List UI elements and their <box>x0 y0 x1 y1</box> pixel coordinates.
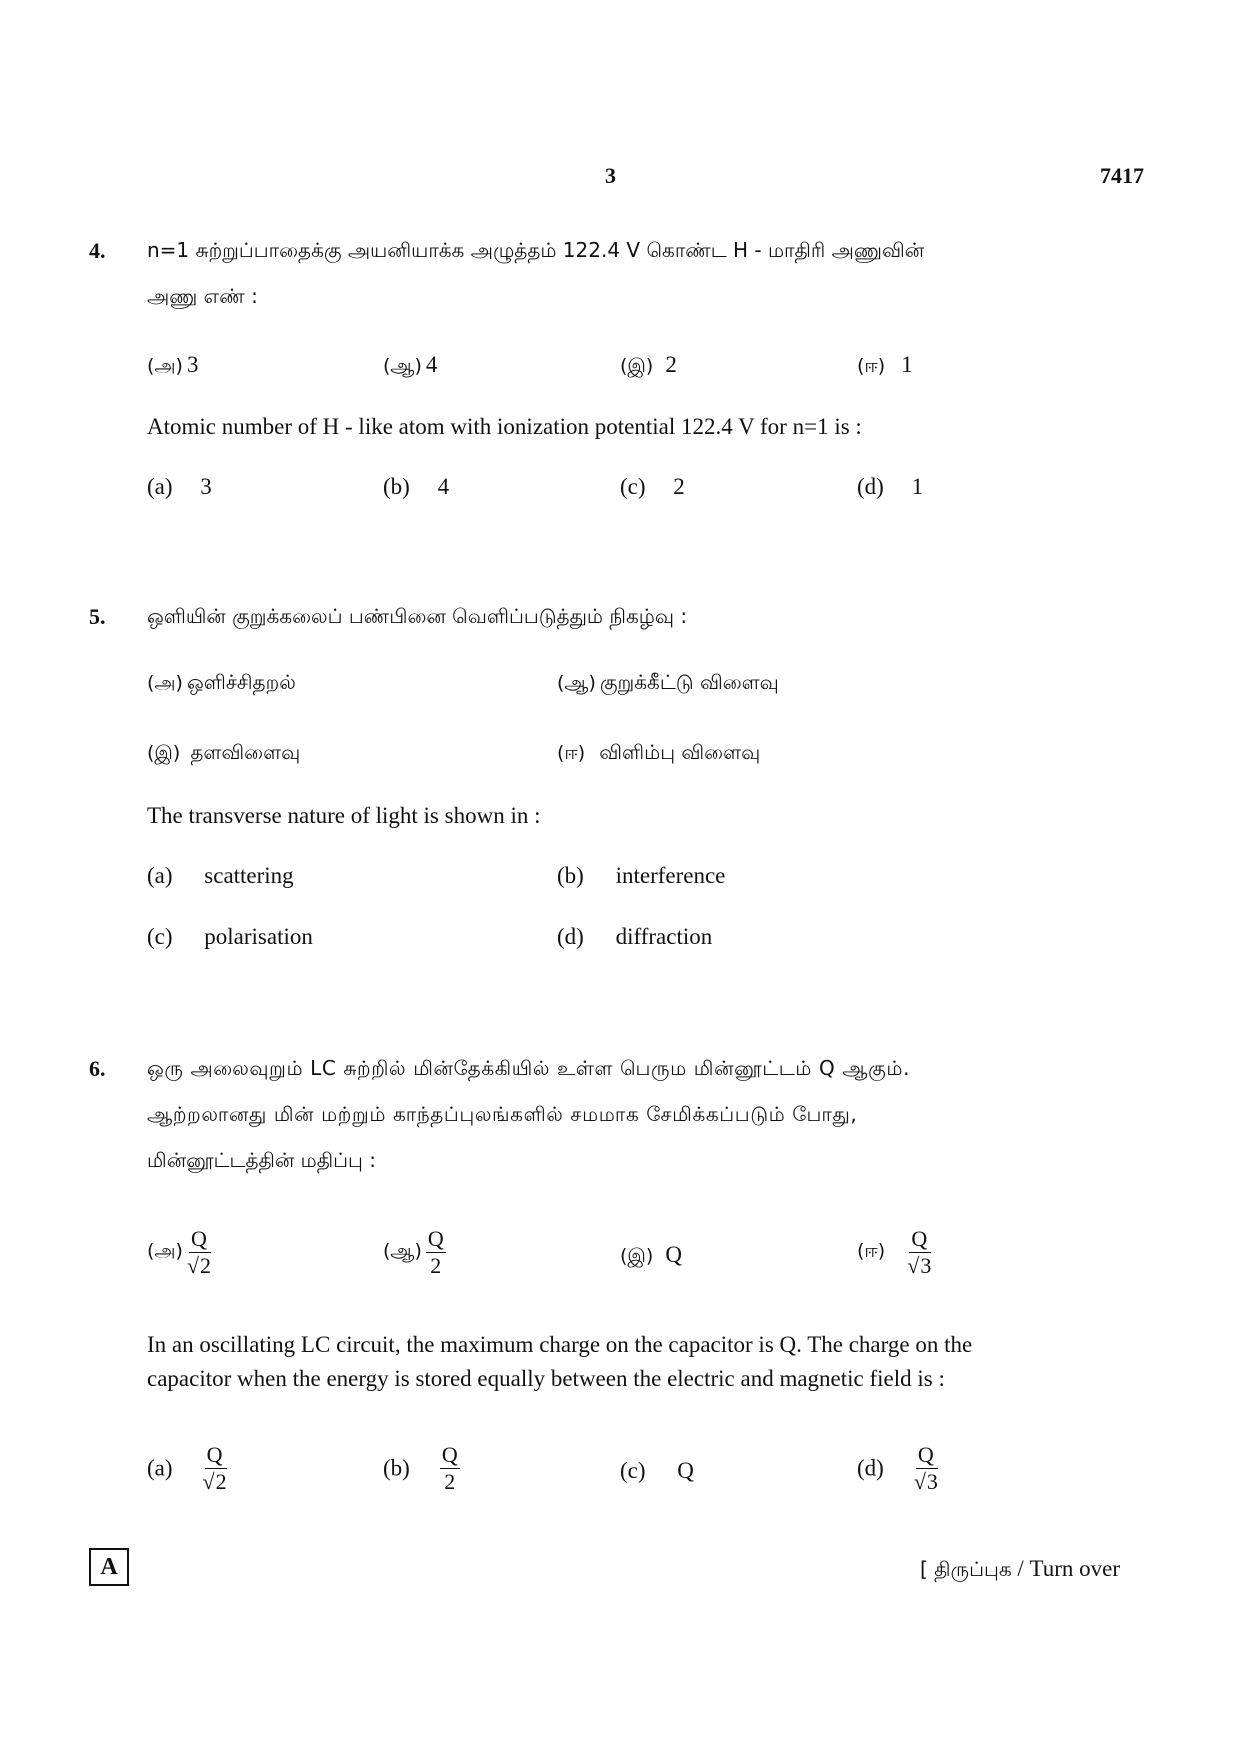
option-value: diffraction <box>615 924 713 949</box>
option-label: (a) <box>147 474 173 499</box>
fraction-q-over-2: $\frac{Q}{2}$ <box>427 1226 444 1278</box>
page-number: 3 <box>605 163 616 188</box>
q5-english-option-d[interactable] <box>557 924 712 950</box>
question-5-tamil: ஒளியின் குறுக்கலைப் பண்பினை வெளிப்படுத்தும் நிகழ்வு : <box>147 604 688 628</box>
q5-tamil-option-a[interactable] <box>147 670 296 697</box>
question-4-number: 4. <box>89 238 106 263</box>
q5-english-option-b[interactable] <box>557 863 725 889</box>
booklet-code-box: A <box>89 1548 129 1586</box>
q6-english-option-d[interactable] <box>857 1444 938 1493</box>
option-label: (ஆ) <box>383 1240 422 1262</box>
option-label: (c) <box>620 474 646 499</box>
question-6-english-line1: In an oscillating LC circuit, the maximum charge on the capacitor is Q. The charge on the <box>147 1332 973 1357</box>
q4-english-option-b[interactable] <box>383 474 449 500</box>
fraction-q-over-root3: $\frac{Q}{√3}$ <box>907 1226 932 1278</box>
option-value: 2 <box>665 352 677 377</box>
option-label: (ஆ) <box>383 355 422 377</box>
option-label: (d) <box>557 924 584 949</box>
option-value: interference <box>615 863 726 888</box>
q4-tamil-option-d[interactable] <box>857 352 913 380</box>
q4-tamil-option-c[interactable] <box>620 352 677 380</box>
question-5-number: 5. <box>89 604 106 629</box>
fraction-q-over-root2: $\frac{Q}{√2}$ <box>202 1442 227 1494</box>
question-4-tamil-line2: அணு எண் : <box>147 284 258 308</box>
question-6-number: 6. <box>89 1056 106 1081</box>
q5-english-option-a[interactable] <box>147 863 294 889</box>
option-label: (b) <box>383 1455 410 1481</box>
q6-tamil-option-d[interactable] <box>857 1228 931 1277</box>
fraction-q-over-root3: $\frac{Q}{√3}$ <box>913 1442 938 1494</box>
q6-tamil-option-b[interactable] <box>383 1228 446 1277</box>
option-label: (a) <box>147 863 173 888</box>
option-label: (அ) <box>147 355 183 377</box>
turn-over-note <box>920 1556 1120 1584</box>
option-label: (d) <box>857 474 884 499</box>
option-label: (ஈ) <box>857 1240 886 1262</box>
option-value: scattering <box>204 863 294 888</box>
q5-tamil-option-c[interactable] <box>147 740 300 767</box>
q6-tamil-option-a[interactable] <box>147 1228 211 1277</box>
q5-tamil-option-b[interactable] <box>557 670 779 697</box>
option-value: 4 <box>437 474 450 499</box>
question-4-english: Atomic number of H - like atom with ionization potential 122.4 V for n=1 is : <box>147 414 862 439</box>
option-value: 2 <box>673 474 685 499</box>
q5-tamil-option-d[interactable] <box>557 740 760 767</box>
fraction-q-over-root2: $\frac{Q}{√2}$ <box>186 1226 212 1278</box>
q4-english-option-d[interactable] <box>857 474 923 500</box>
option-label: (இ) <box>620 355 654 377</box>
q4-english-option-c[interactable] <box>620 474 685 500</box>
option-label: (b) <box>557 863 584 888</box>
option-label: (a) <box>147 1455 173 1481</box>
option-value: 3 <box>200 474 212 499</box>
q4-tamil-option-a[interactable] <box>147 352 198 380</box>
q5-english-option-c[interactable] <box>147 924 313 950</box>
option-label: (அ) <box>147 672 183 694</box>
option-value: 1 <box>911 474 924 499</box>
option-value: Q <box>665 1242 682 1267</box>
q4-tamil-option-b[interactable] <box>383 352 437 380</box>
question-6-english-line2: capacitor when the energy is stored equally between the electric and magnetic field is : <box>147 1366 945 1391</box>
option-value: தளவிளைவு <box>190 740 301 764</box>
question-4-tamil-line1: n=1 சுற்றுப்பாதைக்கு அயனியாக்க அழுத்தம் 122.4 V கொண்ட H - மாதிரி அணுவின் <box>147 238 925 262</box>
question-6-tamil-line3: மின்னூட்டத்தின் மதிப்பு : <box>147 1148 376 1172</box>
q6-english-option-a[interactable] <box>147 1444 227 1493</box>
option-label: (c) <box>620 1458 646 1483</box>
q6-english-option-c[interactable] <box>620 1458 694 1484</box>
option-label: (ஈ) <box>857 355 886 377</box>
option-value: ஒளிச்சிதறல் <box>186 670 296 694</box>
option-label: (இ) <box>147 742 181 764</box>
option-value: 3 <box>186 352 199 377</box>
option-label: (ஈ) <box>557 742 586 764</box>
option-value: polarisation <box>204 924 313 949</box>
option-value: குறுக்கீட்டு விளைவு <box>599 670 779 694</box>
option-value: Q <box>677 1458 694 1483</box>
option-label: (b) <box>383 474 410 499</box>
fraction-q-over-2: $\frac{Q}{2}$ <box>441 1442 458 1494</box>
option-label: (அ) <box>147 1240 183 1262</box>
option-value: 4 <box>425 352 438 377</box>
option-label: (d) <box>857 1455 884 1481</box>
q4-english-option-a[interactable] <box>147 474 212 500</box>
question-6-tamil-line2: ஆற்றலானது மின் மற்றும் காந்தப்புலங்களில் சமமாக சேமிக்கப்படும் போது, <box>147 1102 858 1126</box>
question-5-english: The transverse nature of light is shown in : <box>147 803 541 828</box>
paper-code: 7417 <box>1100 163 1144 188</box>
turn-over-english: / Turn over <box>1011 1556 1121 1581</box>
option-label: (இ) <box>620 1245 654 1267</box>
option-label: (c) <box>147 924 173 949</box>
q6-english-option-b[interactable] <box>383 1444 460 1493</box>
option-label: (ஆ) <box>557 672 596 694</box>
q6-tamil-option-c[interactable] <box>620 1242 682 1270</box>
turn-over-tamil: [ திருப்புக <box>920 1557 1012 1581</box>
option-value: விளிம்பு விளைவு <box>599 740 761 764</box>
question-6-tamil-line1: ஒரு அலைவுறும் LC சுற்றில் மின்தேக்கியில் உள்ள பெரும மின்னூட்டம் Q ஆகும். <box>147 1056 911 1080</box>
option-value: 1 <box>901 352 913 377</box>
